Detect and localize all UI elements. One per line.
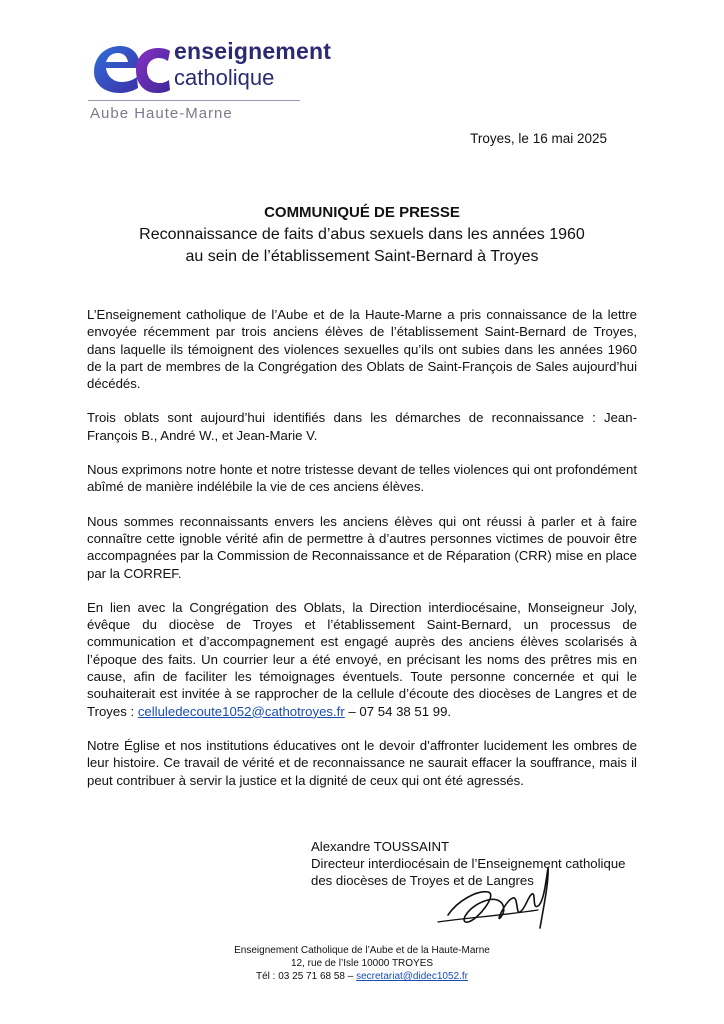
logo — [88, 38, 358, 128]
ec-logo-mark-icon — [88, 38, 172, 98]
paragraph-3: Nous exprimons notre honte et notre tristesse devant de telles violences qui ont profondément abîmé de manière indélébile la vie de ces anciens élèves. — [87, 462, 637, 495]
paragraph-5-text: En lien avec la Congrégation des Oblats, la Direction interdiocésaine, Monseigneur Joly, évêque du diocèse de Troyes et l’établissement Saint-Bernard, un processus de communication et d’accompagnement est engagé auprès des anciens élèves scolarisés à l’époque des faits. Un courrier leur a été envoyé, en précisant les noms des prêtres mis en cause, afin de faciliter les témoignages éventuels. Toute personne concernée et qui le souhaiterait est invitée à se rapprocher de la cellule d’écoute des diocèses de Langres et de Troyes : — [87, 599, 637, 719]
footer-email-link[interactable]: secretariat@didec1052.fr — [356, 971, 468, 982]
signatory-role-line-1: Directeur interdiocésain de l’Enseignement catholique — [311, 856, 626, 871]
logo-wordmark-catholique: catholique — [174, 65, 275, 90]
date-line: Troyes, le 16 mai 2025 — [470, 131, 607, 146]
footer-phone: Tél : 03 25 71 68 58 – — [256, 971, 357, 982]
logo-divider — [88, 100, 300, 101]
signatory-name: Alexandre TOUSSAINT — [311, 839, 450, 854]
paragraph-2: Trois oblats sont aujourd’hui identifiés dans les démarches de reconnaissance : Jean-François B., André W., et Jean-Marie V. — [87, 410, 637, 443]
signatory-role-line-2: des diocèses de Troyes et de Langres — [311, 873, 534, 888]
paragraph-5 — [87, 599, 637, 720]
footer — [0, 944, 724, 983]
subtitle-line-2: au sein de l’établissement Saint-Bernard à Troyes — [185, 248, 539, 265]
subtitle-line-1: Reconnaissance de faits d’abus sexuels dans les années 1960 — [139, 226, 585, 243]
logo-region: Aube Haute-Marne — [90, 105, 233, 122]
footer-contact — [0, 970, 724, 983]
logo-wordmark-enseignement: enseignement — [174, 38, 332, 64]
press-release-body — [87, 306, 637, 806]
paragraph-1: L’Enseignement catholique de l’Aube et de la Haute-Marne a pris connaissance de la lettre envoyée récemment par trois anciens élèves de l’établissement Saint-Bernard de Troyes, dans laquelle ils témoignent des violences sexuelles qu’ils ont subies dans les années 1960 de la part de membres de la Congrégation des Oblats de Saint-François de Sales aujourd’hui décédés. — [87, 307, 637, 392]
footer-org-name: Enseignement Catholique de l’Aube et de la Haute-Marne — [234, 945, 490, 956]
paragraph-4: Nous sommes reconnaissants envers les anciens élèves qui ont réussi à parler et à faire connaître cette ignoble vérité afin de permettre à d’autres personnes victimes de pouvoir être accompagnées par la Commission de Reconnaissance et de Réparation (CRR) mise en place par la CORREF. — [87, 513, 637, 581]
handwritten-signature-icon — [428, 860, 568, 940]
page-title: COMMUNIQUÉ DE PRESSE — [264, 204, 460, 221]
footer-address: 12, rue de l’Isle 10000 TROYES — [290, 958, 434, 969]
title-block — [0, 203, 724, 268]
paragraph-6: Notre Église et nos institutions éducatives ont le devoir d’affronter lucidement les ombres de leur histoire. Ce travail de vérité et de reconnaissance ne saurait effacer la souffrance, mais il peut contribuer à servir la justice et la dignité de ceux qui ont été agressés. — [87, 737, 637, 788]
listening-cell-phone: – 07 54 38 51 99. — [344, 703, 452, 719]
listening-cell-email-link[interactable]: celluledecoute1052@cathotroyes.fr — [137, 703, 345, 719]
